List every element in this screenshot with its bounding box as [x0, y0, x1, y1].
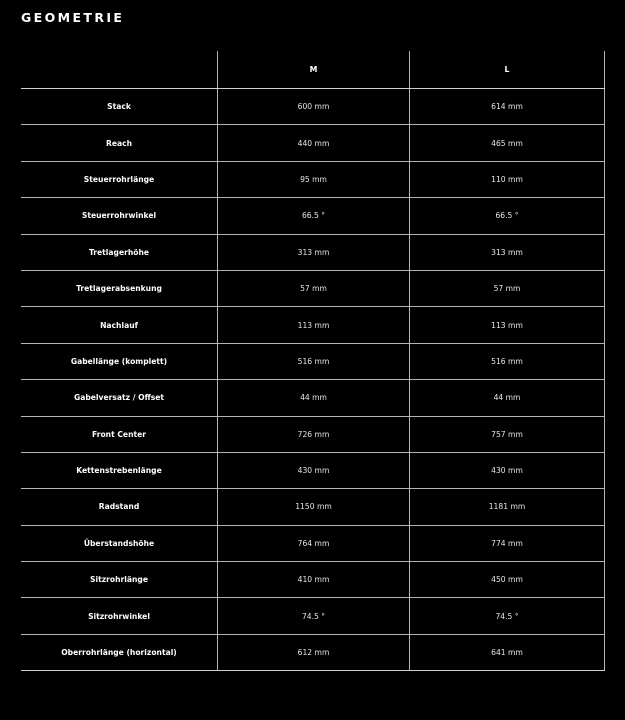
value-m: 1150 mm	[217, 489, 409, 524]
table-row	[21, 271, 605, 307]
row-label: Stack	[107, 102, 131, 112]
table-row	[21, 198, 605, 234]
value-m: 313 mm	[217, 235, 409, 270]
value-l: 110 mm	[409, 162, 605, 197]
table-row	[21, 562, 605, 598]
header-empty-cell	[21, 51, 217, 88]
value-m: 764 mm	[217, 526, 409, 561]
value-m: 430 mm	[217, 453, 409, 488]
value-m: 57 mm	[217, 271, 409, 306]
row-label: Front Center	[92, 429, 146, 439]
value-l: 66.5 °	[409, 198, 605, 233]
table-header-row	[21, 51, 605, 89]
value-l: 313 mm	[409, 235, 605, 270]
table-row	[21, 453, 605, 489]
row-label: Oberrohrlänge (horizontal)	[61, 648, 177, 658]
value-l: 774 mm	[409, 526, 605, 561]
table-row	[21, 598, 605, 634]
table-row	[21, 89, 605, 125]
row-label: Steuerrohrwinkel	[81, 211, 157, 221]
table-row	[21, 489, 605, 525]
value-m: 600 mm	[217, 89, 409, 124]
table-row	[21, 526, 605, 562]
value-m: 66.5 °	[217, 198, 409, 233]
table-row	[21, 417, 605, 453]
value-m: 410 mm	[217, 562, 409, 597]
row-label: Tretlagerhöhe	[88, 247, 150, 257]
row-label: Kettenstrebenlänge	[76, 466, 162, 476]
table-row	[21, 307, 605, 343]
row-label: Überstandshöhe	[83, 538, 155, 548]
column-header-m: M	[217, 51, 409, 88]
value-m: 44 mm	[217, 380, 409, 415]
value-l: 465 mm	[409, 125, 605, 160]
row-label: Reach	[105, 138, 133, 148]
table-row	[21, 235, 605, 271]
value-l: 44 mm	[409, 380, 605, 415]
value-l: 57 mm	[409, 271, 605, 306]
value-l: 516 mm	[409, 344, 605, 379]
page-title: GEOMETRIE	[21, 10, 125, 25]
value-m: 612 mm	[217, 635, 409, 670]
geometry-table	[21, 51, 605, 671]
value-l: 641 mm	[409, 635, 605, 670]
table-row	[21, 162, 605, 198]
value-l: 757 mm	[409, 417, 605, 452]
value-l: 614 mm	[409, 89, 605, 124]
value-l: 1181 mm	[409, 489, 605, 524]
value-m: 440 mm	[217, 125, 409, 160]
value-m: 74.5 °	[217, 598, 409, 633]
row-label: Gabellänge (komplett)	[70, 356, 168, 366]
value-l: 430 mm	[409, 453, 605, 488]
table-row	[21, 380, 605, 416]
value-m: 516 mm	[217, 344, 409, 379]
value-l: 450 mm	[409, 562, 605, 597]
value-l: 74.5 °	[409, 598, 605, 633]
value-m: 726 mm	[217, 417, 409, 452]
value-m: 113 mm	[217, 307, 409, 342]
row-label: Sitzrohrlänge	[90, 575, 148, 585]
row-label: Tretlagerabsenkung	[76, 284, 162, 294]
value-l: 113 mm	[409, 307, 605, 342]
row-label: Steuerrohrlänge	[83, 174, 155, 184]
row-label: Gabelversatz / Offset	[73, 393, 165, 403]
table-row	[21, 635, 605, 671]
row-label: Radstand	[98, 502, 140, 512]
row-label: Nachlauf	[100, 320, 138, 330]
row-label: Sitzrohrwinkel	[88, 611, 150, 621]
table-row	[21, 344, 605, 380]
column-header-l: L	[409, 51, 605, 88]
table-row	[21, 125, 605, 161]
value-m: 95 mm	[217, 162, 409, 197]
